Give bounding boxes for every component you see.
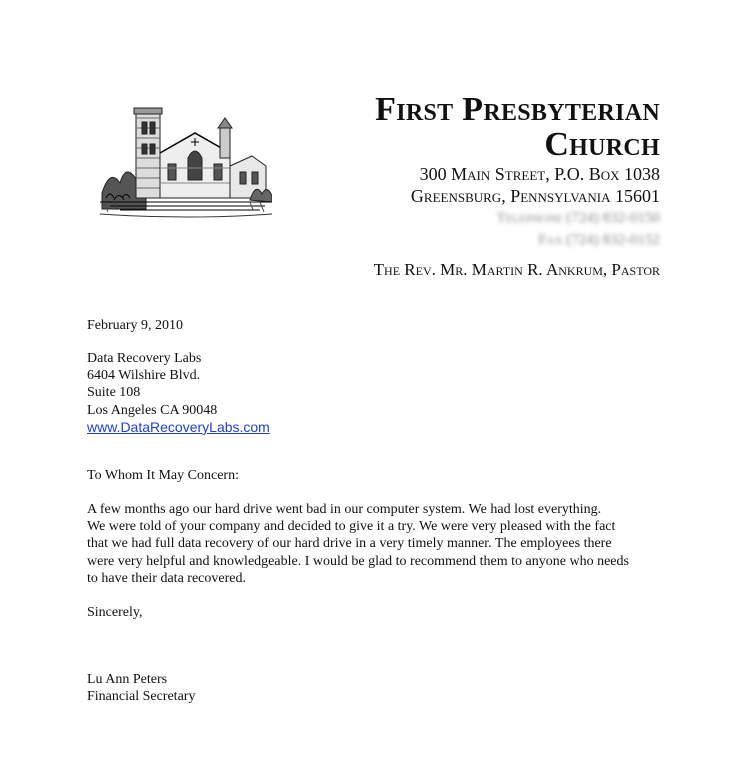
body-line: that we had full data recovery of our hard drive in a very timely manner. The employees there (87, 536, 612, 552)
recipient-address (87, 350, 270, 437)
recipient-website-link[interactable]: www.DataRecoveryLabs.com (87, 418, 270, 435)
recipient-city: Los Angeles CA 90048 (87, 402, 218, 418)
letterhead (374, 92, 660, 281)
body-line: were very helpful and knowledgeable. I would be glad to recommend them to anyone who needs (87, 553, 629, 569)
salutation: To Whom It May Concern: (87, 468, 239, 483)
letter-body-paragraph (87, 501, 657, 587)
letter-date: February 9, 2010 (87, 318, 184, 333)
church-fax: Fax (724) 832-0152 (538, 232, 660, 248)
church-street-address: 300 Main Street, P.O. Box 1038 (419, 164, 660, 184)
church-name-line1: First Presbyterian (375, 91, 660, 128)
body-line: We were told of your company and decided to give it a try. We were very pleased with the fact (87, 519, 616, 535)
body-line: A few months ago our hard drive went bad in our computer system. We had lost everything. (87, 502, 602, 517)
church-city-state: Greensburg, Pennsylvania 15601 (410, 186, 660, 206)
pastor-line: The Rev. Mr. Martin R. Ankrum, Pastor (373, 260, 660, 279)
body-line: to have their data recovered. (87, 570, 246, 586)
recipient-suite: Suite 108 (87, 385, 141, 401)
closing: Sincerely, (87, 605, 143, 620)
recipient-name: Data Recovery Labs (87, 351, 202, 366)
signer-title: Financial Secretary (87, 689, 196, 705)
church-illustration (100, 98, 272, 220)
church-telephone: Telephone (724) 832-0150 (496, 210, 660, 226)
signer-name: Lu Ann Peters (87, 672, 168, 687)
recipient-street: 6404 Wilshire Blvd. (87, 368, 201, 384)
church-name-line2: Church (544, 126, 660, 163)
signature-block (87, 671, 195, 705)
